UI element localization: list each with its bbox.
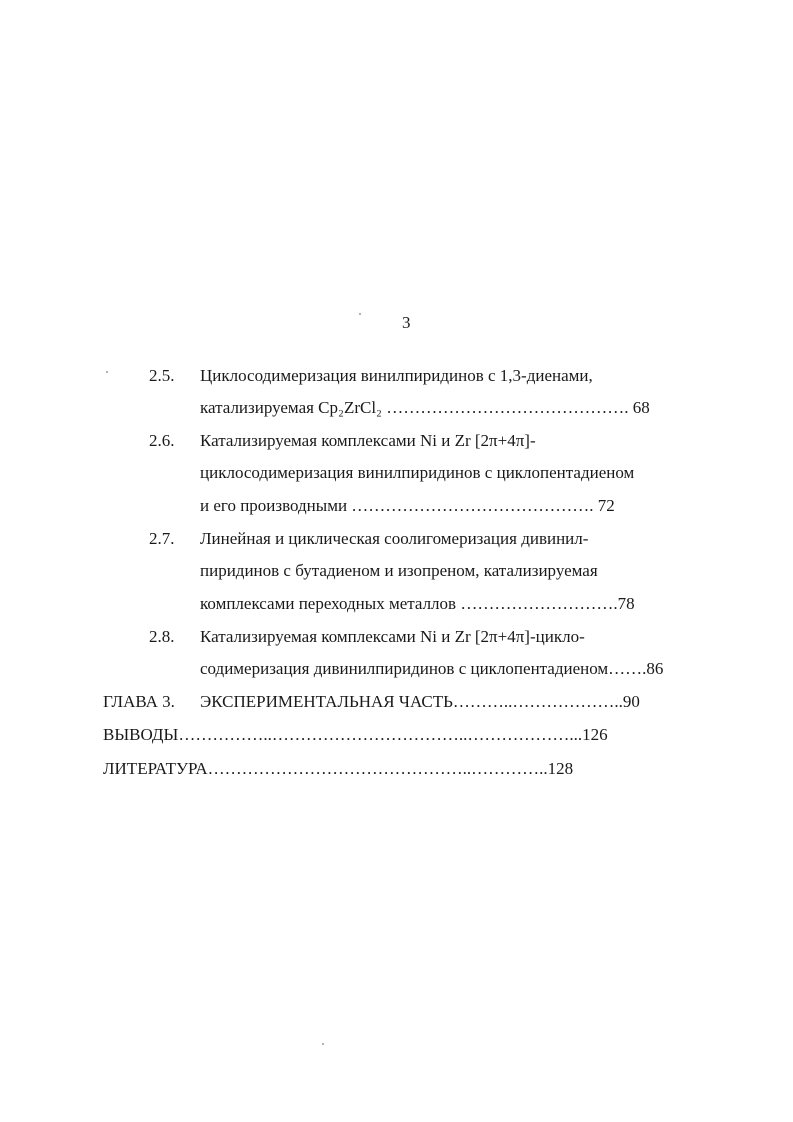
toc-entry-number: 2.8. bbox=[149, 627, 175, 646]
toc-entry-line: катализируемая Cp₂ZrCl₂ ……………………………………. 68 bbox=[200, 398, 650, 417]
toc-entry-line: Линейная и циклическая соолигомеризация дивинил- bbox=[200, 529, 589, 548]
toc-entry-line: циклосодимеризация винилпиридинов с циклопентадиеном bbox=[200, 463, 635, 482]
literature-entry: ЛИТЕРАТУРА………………………………………..…………..128 bbox=[103, 759, 574, 778]
page-number: 3 bbox=[402, 313, 411, 332]
scan-speck bbox=[106, 371, 108, 373]
toc-entry-number: 2.6. bbox=[149, 431, 175, 450]
toc-entry-line: пиридинов с бутадиеном и изопреном, катализируемая bbox=[200, 561, 598, 580]
toc-entry-number: 2.7. bbox=[149, 529, 175, 548]
toc-entry-line: Циклосодимеризация винилпиридинов с 1,3-диенами, bbox=[200, 366, 593, 385]
scan-speck bbox=[359, 313, 361, 315]
chapter-label: ГЛАВА 3. bbox=[103, 692, 175, 711]
chapter-title: ЭКСПЕРИМЕНТАЛЬНАЯ ЧАСТЬ………..………………..90 bbox=[200, 692, 640, 711]
scan-speck bbox=[322, 1043, 324, 1045]
toc-entry-line: и его производными ……………………………………. 72 bbox=[200, 496, 615, 515]
toc-entry-line: комплексами переходных металлов ……………………….78 bbox=[200, 594, 635, 613]
toc-entry-line: Катализируемая комплексами Ni и Zr [2π+4π]- bbox=[200, 431, 536, 450]
conclusions-entry: ВЫВОДЫ……………..……………………………..………………...126 bbox=[103, 725, 608, 744]
toc-entry-line: содимеризация дивинилпиридинов с циклопентадиеном…….86 bbox=[200, 659, 664, 678]
toc-entry-number: 2.5. bbox=[149, 366, 175, 385]
toc-entry-line: Катализируемая комплексами Ni и Zr [2π+4π]-цикло- bbox=[200, 627, 585, 646]
